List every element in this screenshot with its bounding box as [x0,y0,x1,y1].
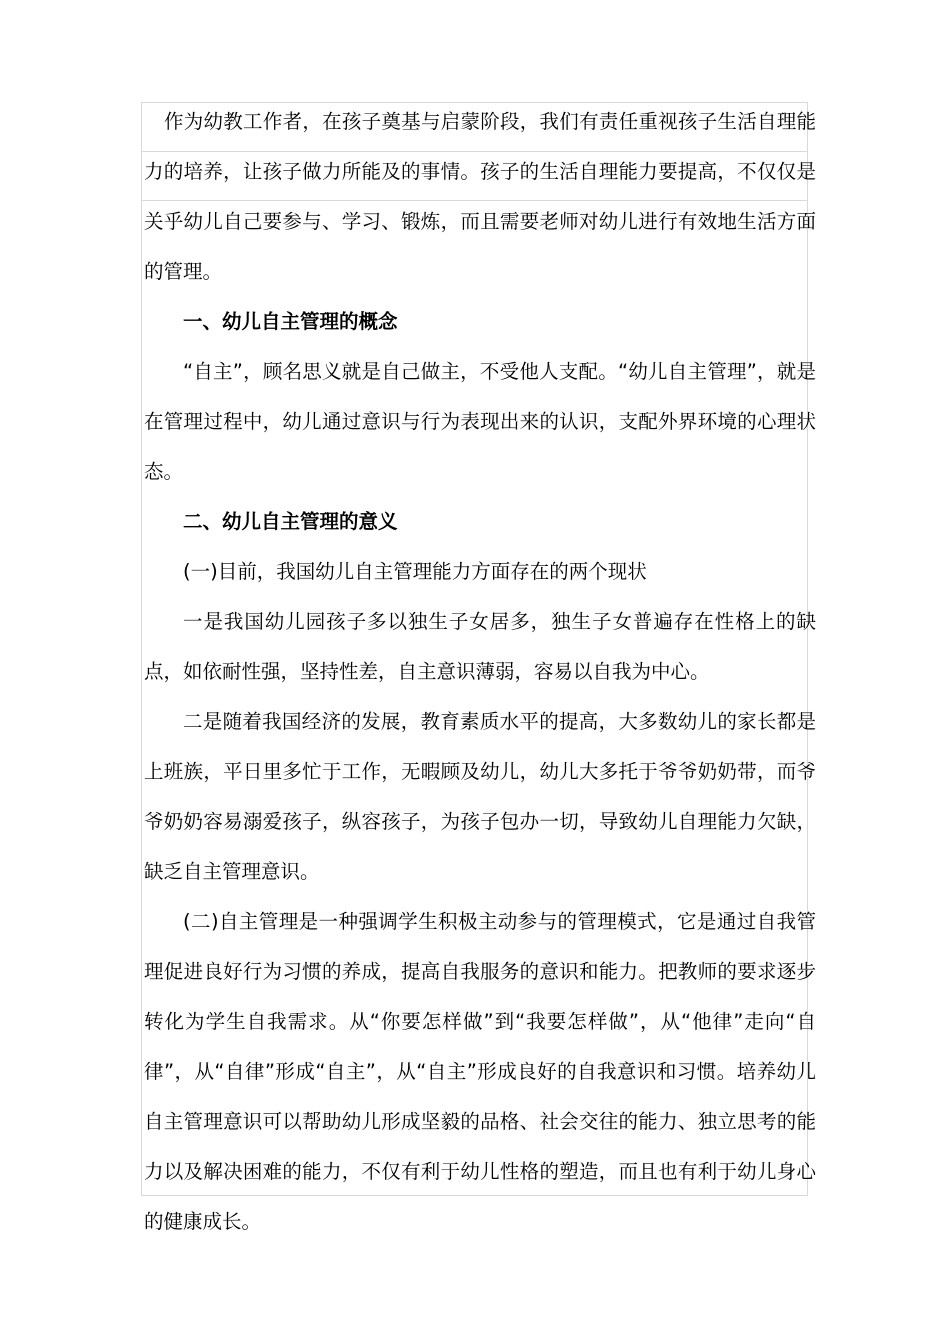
self-management-paragraph: (二)自主管理是一种强调学生积极主动参与的管理模式，它是通过自我管理促进良好行为习惯的养成，提高自我服务的意识和能力。把教师的要求逐步转化为学生自我需求。从“你要怎样做”到“我要怎样做”，从“他律”走向“自律”，从“自律”形成“自主”，从“自主”形成良好的自我意识和习惯。培养幼儿自主管理意识可以帮助幼儿形成坚毅的品格、社会交往的能力、独立思考的能力以及解决困难的能力，不仅有利于幼儿性格的塑造，而且也有利于幼儿身心的健康成长。 [144,910,816,1233]
status-paragraph-two: 二是随着我国经济的发展，教育素质水平的提高，大多数幼儿的家长都是上班族，平日里多忙于工作，无暇顾及幼儿，幼儿大多托于爷爷奶奶带，而爷爷奶奶容易溺爱孩子，纵容孩子，为孩子包办一切，导致幼儿自理能力欠缺，缺乏自主管理意识。 [144,710,816,883]
section-heading-concept: 一、幼儿自主管理的概念 [183,310,398,333]
status-paragraph-one: 一是我国幼儿园孩子多以独生子女居多，独生子女普遍存在性格上的缺点，如依耐性强，坚持性差，自主意识薄弱，容易以自我为中心。 [144,610,816,683]
document-body [144,97,816,1247]
concept-paragraph: “自主”，顾名思义就是自己做主，不受他人支配。“幼儿自主管理”，就是在管理过程中，幼儿通过意识与行为表现出来的认识，支配外界环境的心理状态。 [144,360,816,483]
subsection-heading-status: (一)目前，我国幼儿自主管理能力方面存在的两个现状 [183,560,647,583]
section-heading-significance: 二、幼儿自主管理的意义 [183,510,398,533]
intro-paragraph: 作为幼教工作者，在孩子奠基与启蒙阶段，我们有责任重视孩子生活自理能力的培养，让孩子做力所能及的事情。孩子的生活自理能力要提高，不仅仅是关乎幼儿自己要参与、学习、锻炼，而且需要老师对幼儿进行有效地生活方面的管理。 [144,110,816,283]
